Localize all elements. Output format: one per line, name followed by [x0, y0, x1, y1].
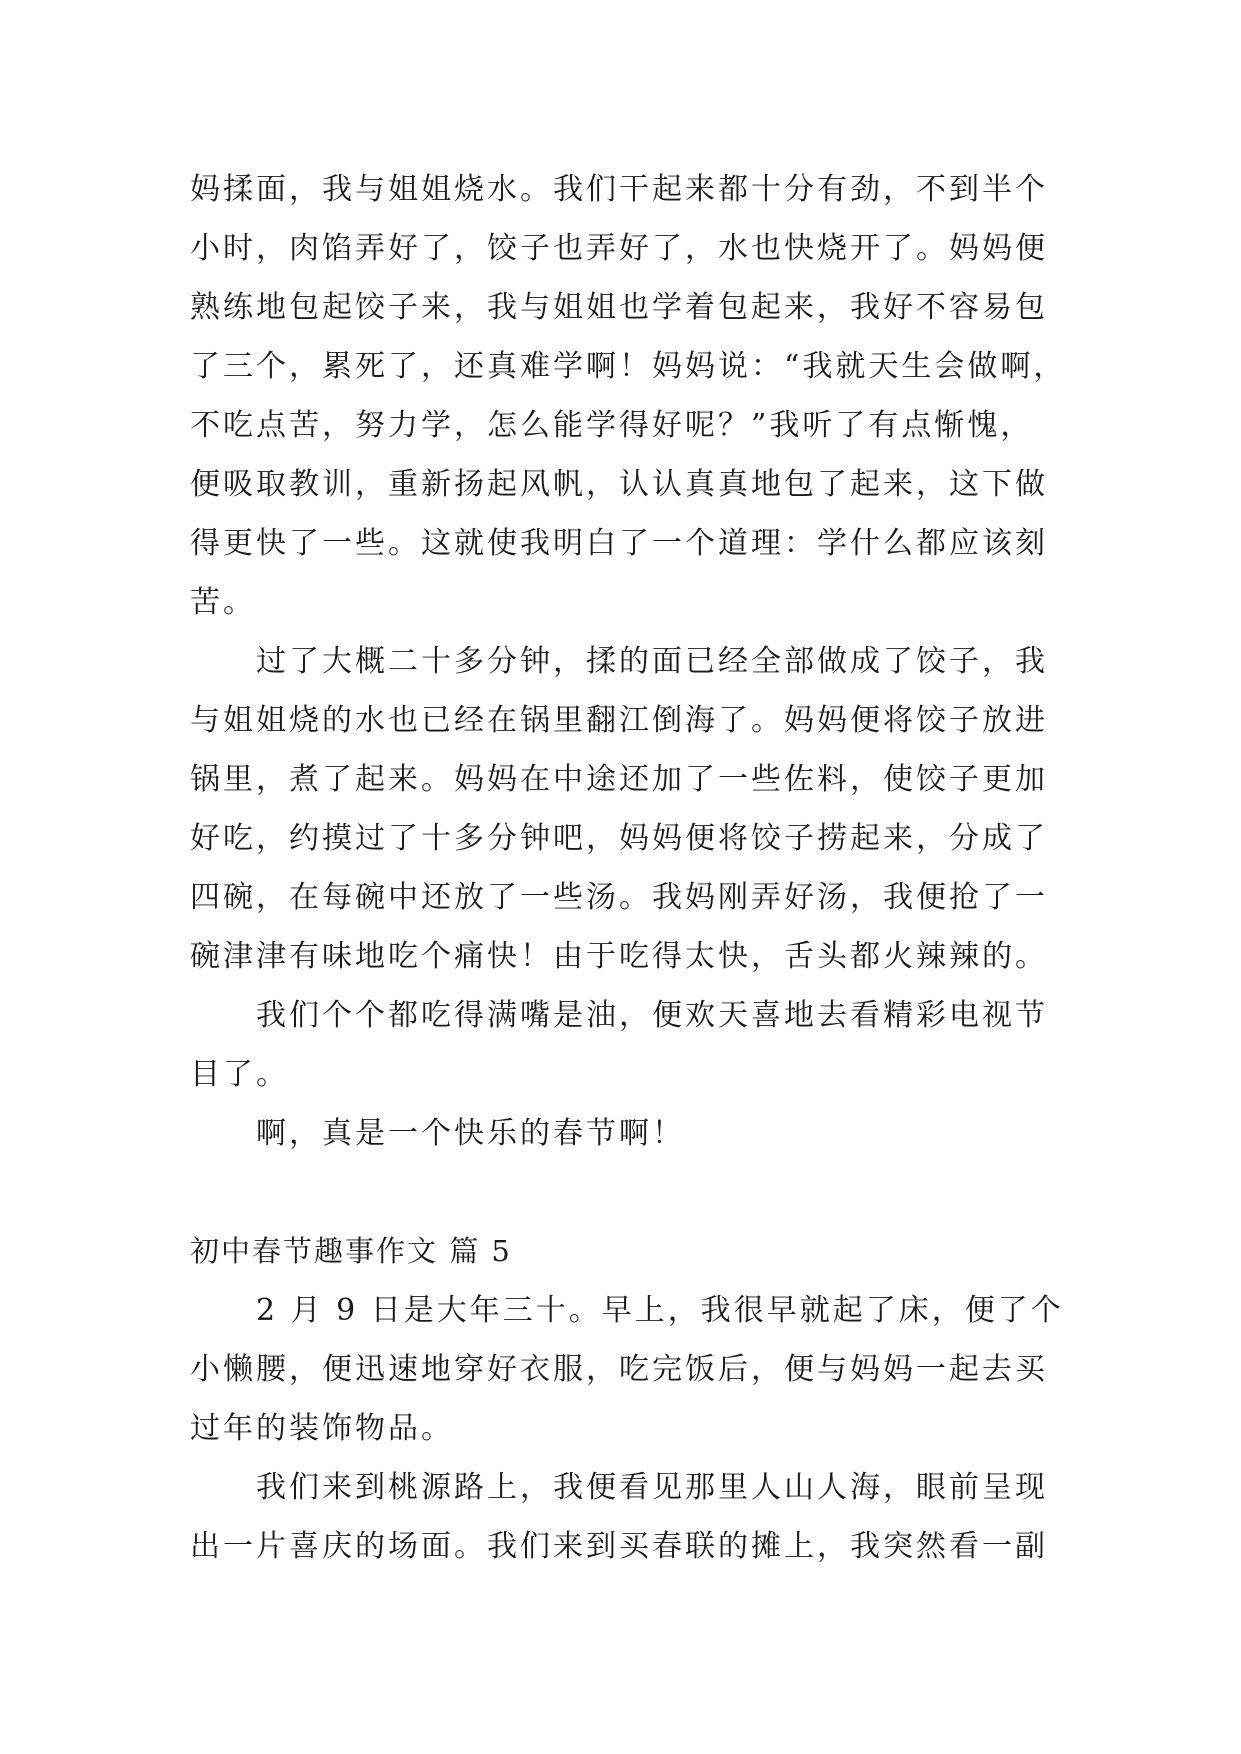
text-line: 得更快了一些。这就使我明白了一个道理：学什么都应该刻	[190, 526, 1048, 561]
paragraph	[190, 1104, 1070, 1163]
text-line: 碗津津有味地吃个痛快！由于吃得太快，舌头都火辣辣的。	[190, 939, 1048, 974]
text-line: 与姐姐烧的水也已经在锅里翻江倒海了。妈妈便将饺子放进	[190, 703, 1048, 738]
text-line: 锅里，煮了起来。妈妈在中途还加了一些佐料，使饺子更加	[190, 762, 1048, 797]
document-page	[190, 160, 1070, 1576]
text-line: 妈揉面，我与姐姐烧水。我们干起来都十分有劲，不到半个	[190, 172, 1048, 207]
text-line: 我们个个都吃得满嘴是油，便欢天喜地去看精彩电视节	[256, 998, 1048, 1033]
text-line: 熟练地包起饺子来，我与姐姐也学着包起来，我好不容易包	[190, 290, 1048, 325]
text-line: 便吸取教训，重新扬起风帆，认认真真地包了起来，这下做	[190, 467, 1048, 502]
text-line: 苦。	[190, 585, 256, 620]
text-line: 四碗，在每碗中还放了一些汤。我妈刚弄好汤，我便抢了一	[190, 880, 1048, 915]
text-line: 2 月 9 日是大年三十。早上，我很早就起了床，便了个	[256, 1293, 1064, 1328]
text-line: 啊，真是一个快乐的春节啊！	[256, 1116, 685, 1151]
text-line: 小懒腰，便迅速地穿好衣服，吃完饭后，便与妈妈一起去买	[190, 1352, 1048, 1387]
text-line: 了三个，累死了，还真难学啊！妈妈说：“我就天生会做啊，	[190, 349, 1067, 384]
paragraph	[190, 1458, 1070, 1576]
paragraph	[190, 160, 1070, 632]
section-heading: 初中春节趣事作文 篇 5	[190, 1234, 512, 1268]
section-gap	[190, 1163, 1070, 1222]
paragraph	[190, 632, 1070, 986]
paragraph	[190, 1281, 1070, 1458]
text-line: 过了大概二十多分钟，揉的面已经全部做成了饺子，我	[256, 644, 1048, 679]
text-line: 目了。	[190, 1057, 289, 1092]
text-line: 出一片喜庆的场面。我们来到买春联的摊上，我突然看一副	[190, 1529, 1048, 1564]
text-line: 好吃，约摸过了十多分钟吧，妈妈便将饺子捞起来，分成了	[190, 821, 1048, 856]
text-line: 不吃点苦，努力学，怎么能学得好呢？”我听了有点惭愧，	[190, 408, 1034, 443]
text-line: 过年的装饰物品。	[190, 1411, 454, 1446]
text-line: 小时，肉馅弄好了，饺子也弄好了，水也快烧开了。妈妈便	[190, 231, 1048, 266]
text-line: 我们来到桃源路上，我便看见那里人山人海，眼前呈现	[256, 1470, 1048, 1505]
paragraph	[190, 986, 1070, 1104]
